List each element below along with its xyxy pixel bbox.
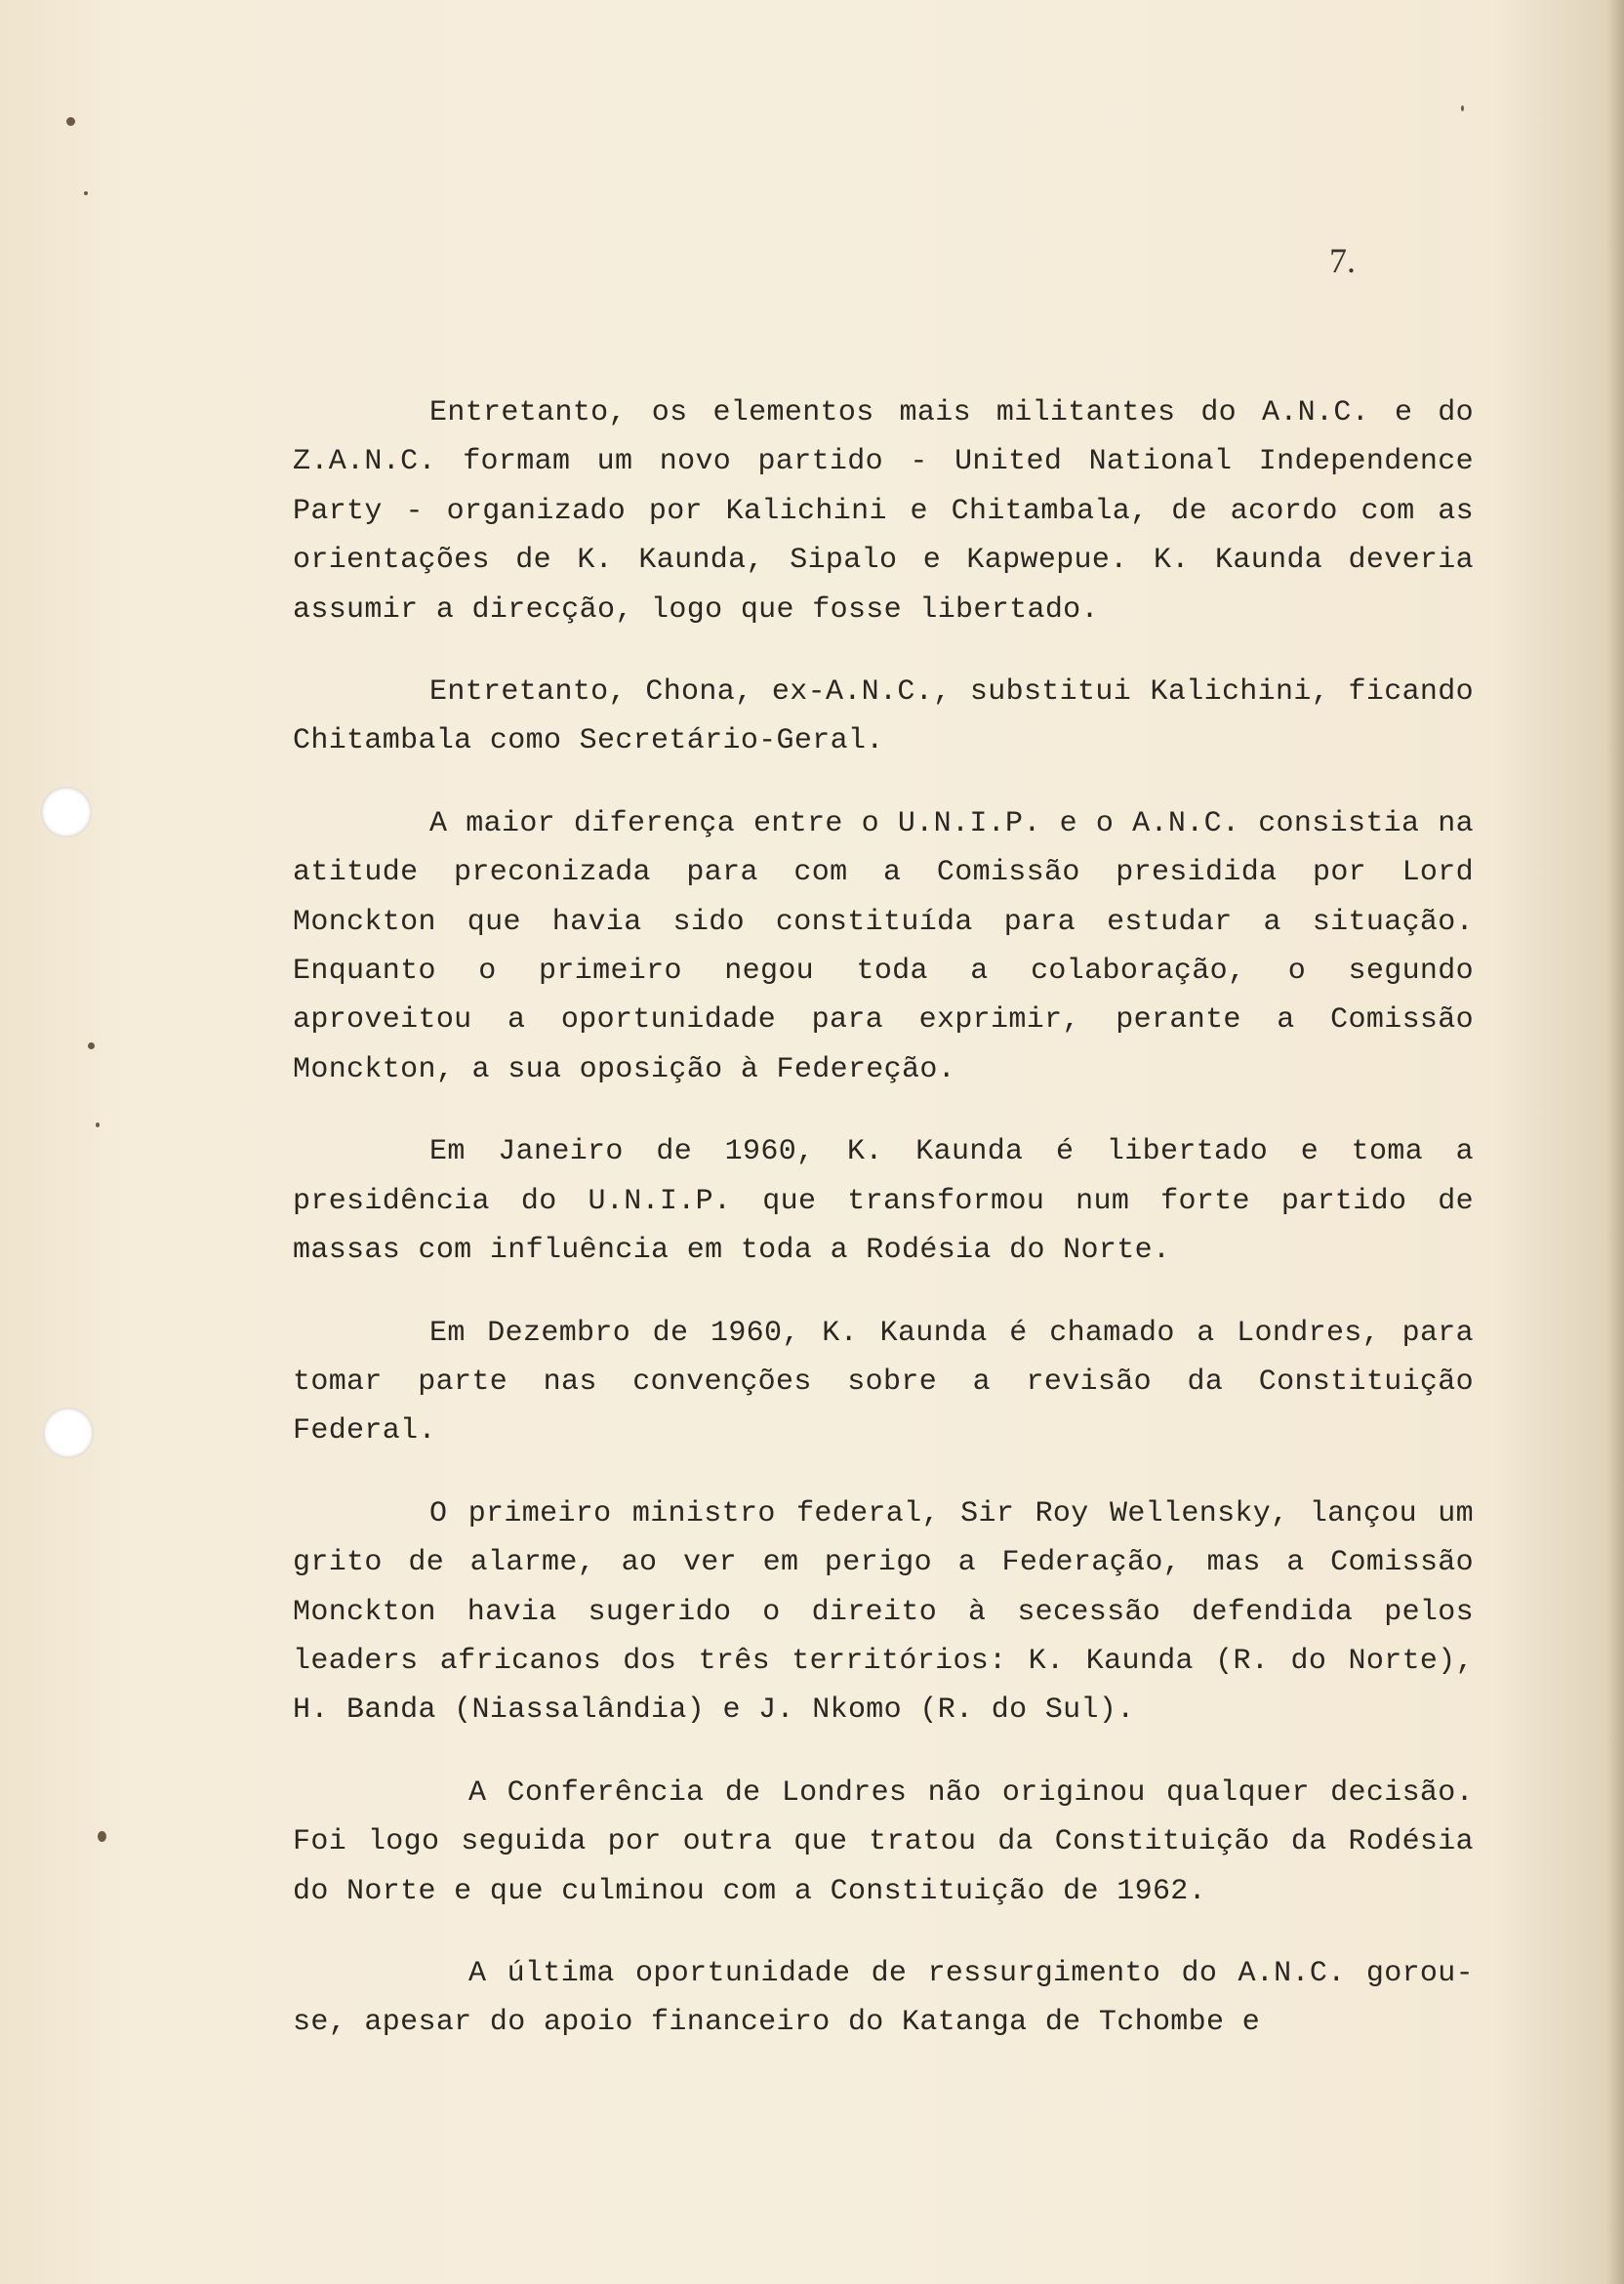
paragraph: Em Dezembro de 1960, K. Kaunda é chamado a Londres, para tomar parte nas convenções sobre a revisão da Constituição Federal. [293, 1316, 1474, 1448]
paper-speck [66, 117, 75, 126]
punch-hole-bottom [43, 1407, 94, 1458]
paper-edge-shadow [1606, 0, 1624, 2284]
paper-speck [88, 1042, 95, 1049]
paper-speck [84, 191, 88, 195]
paragraph: Entretanto, Chona, ex-A.N.C., substitui Kalichini, ficando Chitambala como Secretário-Geral. [293, 675, 1474, 758]
paper-speck [96, 1122, 100, 1127]
page-number: 7. [1329, 241, 1356, 280]
paragraph: Entretanto, os elementos mais militantes do A.N.C. e do Z.A.N.C. formam um novo partido - United National Independence Party - organizado por Kalichini e Chitambala, de acordo com as orientações de K. Kaunda, Sipalo e Kapwepue. K. Kaunda deveria assumir a direcção, logo que fosse libertado. [293, 396, 1474, 627]
punch-hole-top [41, 787, 92, 837]
paragraph: A última oportunidade de ressurgimento do A.N.C. gorou-se, apesar do apoio financeiro do Katanga de Tchombe e [293, 1956, 1474, 2040]
paper-speck [1461, 105, 1464, 111]
paragraph: O primeiro ministro federal, Sir Roy Wellensky, lançou um grito de alarme, ao ver em perigo a Federação, mas a Comissão Monckton havia sugerido o direito à secessão defendida pelos leaders africanos dos três territórios: K. Kaunda (R. do Norte), H. Banda (Niassalândia) e J. Nkomo (R. do Sul). [293, 1496, 1474, 1728]
paragraph: Em Janeiro de 1960, K. Kaunda é libertado e toma a presidência do U.N.I.P. que transformou num forte partido de massas com influência em toda a Rodésia do Norte. [293, 1135, 1474, 1268]
paragraph: A maior diferença entre o U.N.I.P. e o A.N.C. consistia na atitude preconizada para com a Comissão presidida por Lord Monckton que havia sido constituída para estudar a situação. Enquanto o primeiro negou toda a colaboração, o segundo aproveitou a oportunidade para exprimir, perante a Comissão Monckton, a sua oposição à Federeção. [293, 806, 1474, 1086]
paragraph: A Conferência de Londres não originou qualquer decisão. Foi logo seguida por outra que tratou da Constituição da Rodésia do Norte e que culminou com a Constituição de 1962. [293, 1775, 1474, 1908]
typed-body [293, 388, 1474, 2081]
paper-speck [98, 1831, 106, 1842]
